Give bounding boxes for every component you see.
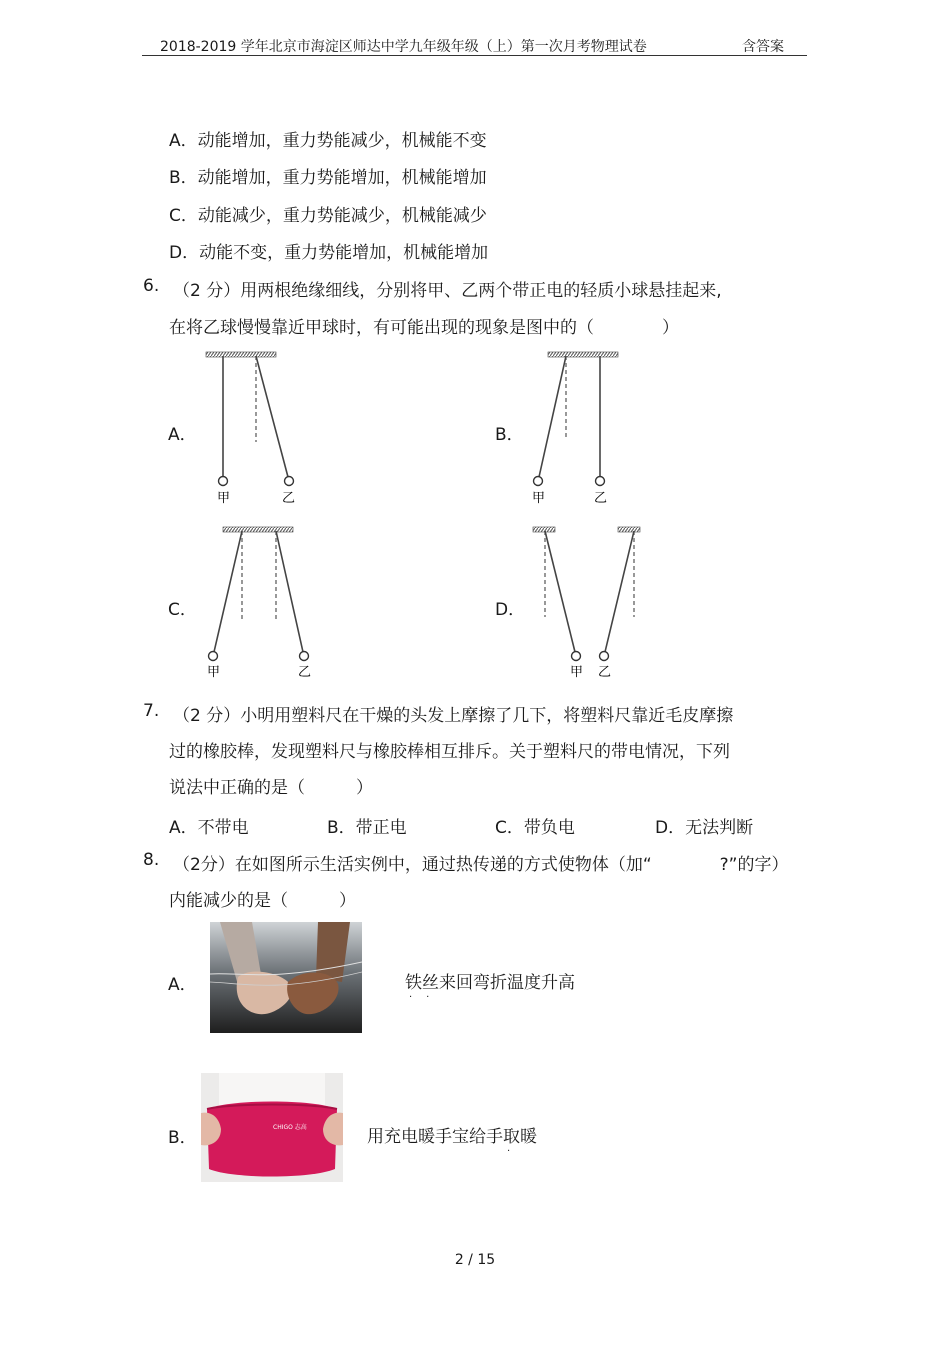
q6-a-ball-yi: 乙: [282, 491, 296, 506]
q6-figure-label-c: C．: [168, 600, 197, 620]
q6-figure-label-b: B．: [495, 425, 524, 445]
q5-option-c: C．动能减少，重力势能减少，机械能减少: [169, 206, 487, 226]
q7-option-a: A．不带电: [169, 818, 249, 838]
q5-option-a: A．动能增加，重力势能减少，机械能不变: [169, 131, 487, 151]
q6-figure-a: [206, 352, 295, 506]
q6-c-ball-jia: 甲: [207, 665, 221, 680]
q8-option-b-label: B．: [168, 1128, 197, 1148]
q8-stem-line2: 内能减少的是（ ）: [169, 891, 356, 911]
q7-option-d: D．无法判断: [655, 818, 754, 838]
emphasis-dot-b: ·: [507, 1146, 511, 1157]
q6-pendulum-figures: [190, 340, 670, 690]
q8-option-b-text: 用充电暖手宝给手取暖: [367, 1127, 537, 1147]
q7-option-b: B．带正电: [327, 818, 407, 838]
hand-warmer-brand: CHIGO 志高: [273, 1124, 307, 1131]
q7-option-c: C．带负电: [495, 818, 575, 838]
header-title: 2018-2019 学年北京市海淀区师达中学九年级年级（上）第一次月考物理试卷: [160, 39, 647, 55]
q6-figure-b: [532, 352, 618, 506]
q5-option-d: D．动能不变，重力势能增加，机械能增加: [169, 243, 489, 263]
q6-c-ball-yi: 乙: [298, 665, 312, 680]
q6-number: 6.: [143, 276, 160, 296]
page-number: 2 / 15: [454, 1252, 496, 1268]
q7-stem-line1: （2 分）小明用塑料尺在干燥的头发上摩擦了几下，将塑料尺靠近毛皮摩擦: [173, 706, 734, 726]
header-answer-note: 含答案: [742, 39, 784, 55]
q6-b-ball-yi: 乙: [594, 491, 608, 506]
q6-stem-line1: （2 分）用两根绝缘细线，分别将甲、乙两个带正电的轻质小球悬挂起来,: [173, 281, 722, 301]
q8-stem-line1: （2分）在如图所示生活实例中，通过热传递的方式使物体（加“ ?”的字）: [173, 855, 789, 875]
q6-a-ball-jia: 甲: [217, 491, 231, 506]
q7-stem-line2: 过的橡胶棒，发现塑料尺与橡胶棒相互排斥。关于塑料尺的带电情况，下列: [169, 742, 730, 762]
emphasis-dots-a: ··: [409, 992, 444, 1003]
q6-stem-line2: 在将乙球慢慢靠近甲球时，有可能出现的现象是图中的（ ）: [169, 318, 679, 338]
hand-warmer-photo: [201, 1073, 343, 1182]
q6-figure-c: [207, 527, 311, 680]
q6-figure-label-a: A．: [168, 425, 197, 445]
q7-number: 7.: [143, 701, 160, 721]
q6-figure-d: [533, 527, 640, 680]
q7-stem-line3: 说法中正确的是（ ）: [169, 778, 373, 798]
q6-b-ball-jia: 甲: [532, 491, 546, 506]
q5-option-b: B．动能增加，重力势能增加，机械能增加: [169, 168, 487, 188]
q8-option-a-text: 铁丝来回弯折温度升高: [405, 973, 575, 993]
q6-figure-label-d: D．: [495, 600, 526, 620]
q8-number: 8.: [143, 850, 160, 870]
q6-d-ball-jia: 甲: [570, 665, 584, 680]
q8-option-a-label: A．: [168, 975, 197, 995]
wire-bending-photo: [210, 922, 362, 1033]
header-divider: [142, 55, 807, 56]
q6-d-ball-yi: 乙: [598, 665, 612, 680]
